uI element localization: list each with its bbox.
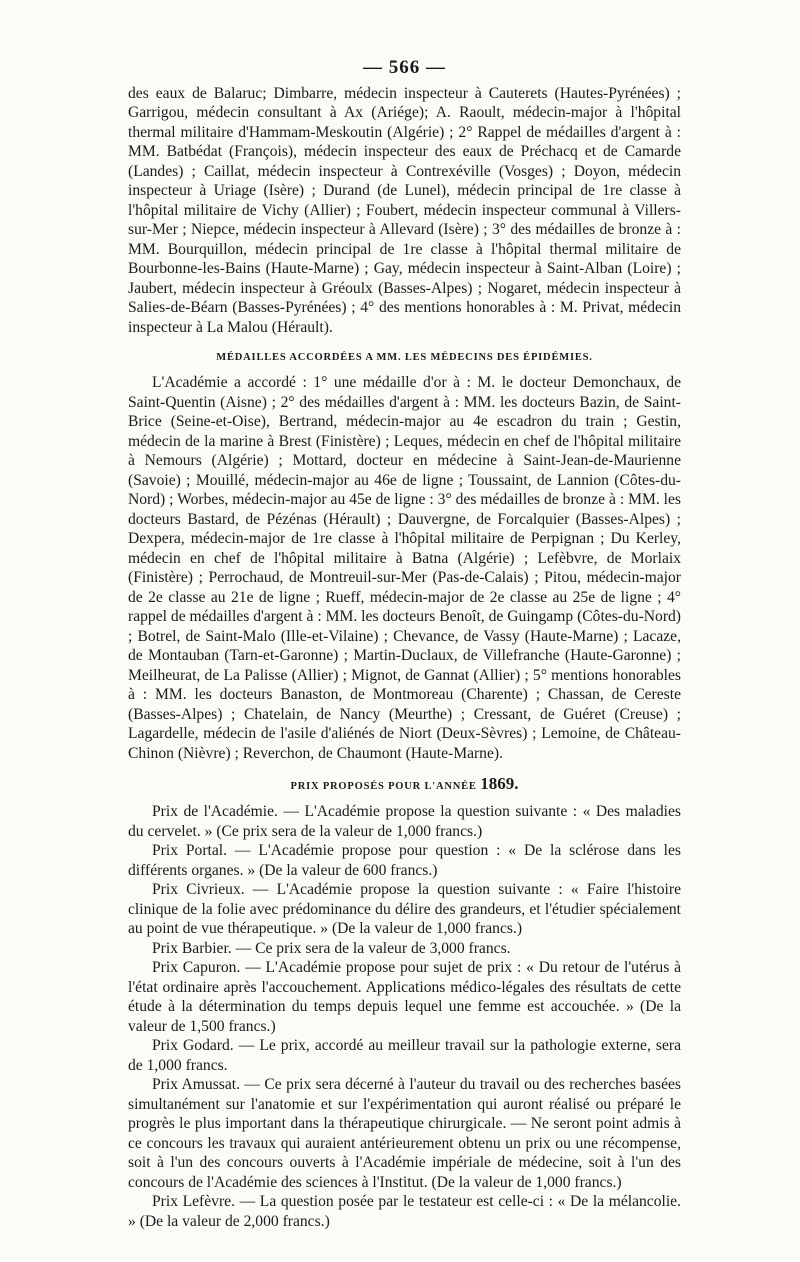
heading-prix-proposes — [128, 774, 681, 794]
prize-lefevre: Prix Lefèvre. — La question posée par le testateur est celle-ci : « De la mélancolie. » (De la valeur de 2,000 francs.) — [128, 1193, 681, 1230]
prize-godard: Prix Godard. — Le prix, accordé au meilleur travail sur la pathologie externe, sera de 1,000 francs. — [128, 1037, 681, 1074]
prize-portal: Prix Portal. — L'Académie propose pour question : « De la sclérose dans les différents organes. » (De la valeur de 600 francs.) — [128, 842, 681, 879]
heading-medailles-epidemies: MÉDAILLES ACCORDÉES A MM. LES MÉDECINS DES ÉPIDÉMIES. — [216, 352, 593, 363]
paragraph-epidemies: L'Académie a accordé : 1° une médaille d'or à : M. le docteur Demonchaux, de Saint-Quentin (Aisne) ; 2° des médailles d'argent à : MM. les docteurs Bazin, de Saint-Brice (Seine-et-Oise), Bertrand, médecin-major au 4e escadron du train ; Gestin, médecin de la marine à Brest (Finistère) ; Leques, médecin en chef de l'hôpital militaire à Nemours (Algérie) ; Mottard, docteur en médecine à Saint-Jean-de-Maurienne (Savoie) ; Mouillé, médecin-major au 46e de ligne ; Toussaint, de Lannion (Côtes-du-Nord) ; Worbes, médecin-major au 45e de ligne : 3° des médailles de bronze à : MM. les docteurs Bastard, de Pézénas (Hérault) ; Dauvergne, de Forcalquier (Basses-Alpes) ; Dexpera, médecin-major de 1re classe à l'hôpital militaire de Perpignan ; Du Kerley, médecin en chef de l'hôpital militaire à Batna (Algérie) ; Lefèbvre, de Morlaix (Finistère) ; Perrochaud, de Montreuil-sur-Mer (Pas-de-Calais) ; Pitou, médecin-major de 2e classe au 21e de ligne ; Rueff, médecin-major de 2e classe au 25e de ligne ; 4° rappel de médailles d'argent à : MM. les docteurs Benoît, de Guingamp (Côtes-du-Nord) ; Botrel, de Saint-Malo (Ille-et-Vilaine) ; Chevance, de Vassy (Haute-Marne) ; Lacaze, de Montauban (Tarn-et-Garonne) ; Martin-Duclaux, de Villefranche (Haute-Garonne) ; Meilheurat, de La Palisse (Allier) ; Mignot, de Gannat (Allier) ; 5° mentions honorables à : MM. les docteurs Banaston, de Montmoreau (Charente) ; Chassan, de Cereste (Basses-Alpes) ; Chatelain, de Nancy (Meurthe) ; Cressant, de Guéret (Creuse) ; Lagardelle, médecin de l'asile d'aliénés de Niort (Deux-Sèvres) ; Lemoine, de Château-Chinon (Nièvre) ; Reverchon, de Chaumont (Haute-Marne). — [128, 374, 681, 762]
page-number: — 566 — — [363, 57, 446, 78]
prize-amussat: Prix Amussat. — Ce prix sera décerné à l'auteur du travail ou des recherches basées simultanément sur l'anatomie et sur l'expérimentation qui auront réalisé ou préparé le progrès le plus important dans la thérapeutique chirurgicale. — Ne seront point admis à ce concours les travaux qui auraient antérieurement obtenu un prix ou une récompense, soit à l'un des concours ouverts à l'Académie impériale de médecine, soit à l'un des concours de l'Académie des sciences à l'Institut. (De la valeur de 1,000 francs.) — [128, 1076, 681, 1191]
prize-barbier: Prix Barbier. — Ce prix sera de la valeur de 3,000 francs. — [152, 939, 511, 957]
prize-capuron: Prix Capuron. — L'Académie propose pour sujet de prix : « Du retour de l'utérus à l'état ordinaire après l'accouchement. Applications médico-légales des résultats de cette étude à la détermination du temps depuis lequel une femme est accouchée. » (De la valeur de 1,500 francs.) — [128, 959, 681, 1035]
prize-civrieux: Prix Civrieux. — L'Académie propose la question suivante : « Faire l'histoire clinique de la folie avec prédominance du délire des grandeurs, et l'étudier spécialement au point de vue thérapeutique. » (De la valeur de 1,000 francs.) — [128, 881, 681, 937]
paragraph-eaux: des eaux de Balaruc; Dimbarre, médecin inspecteur à Cauterets (Hautes-Pyrénées) ; Garrigou, médecin consultant à Ax (Ariége); A. Raoult, médecin-major à l'hôpital thermal militaire d'Hammam-Meskoutin (Algérie) ; 2° Rappel de médailles d'argent à : MM. Batbédat (François), médecin inspecteur des eaux de Préchacq et de Camarde (Landes) ; Caillat, médecin inspecteur à Contrexéville (Vosges) ; Doyon, médecin inspecteur à Uriage (Isère) ; Durand (de Lunel), médecin principal de 1re classe à l'hôpital militaire de Vichy (Allier) ; Foubert, médecin inspecteur communal à Villers-sur-Mer ; Niepce, médecin inspecteur à Allevard (Isère) ; 3° des médailles de bronze à : MM. Bourquillon, médecin principal de 1re classe à l'hôpital thermal militaire de Bourbonne-les-Bains (Haute-Marne) ; Gay, médecin inspecteur à Saint-Alban (Loire) ; Jaubert, médecin inspecteur à Gréoulx (Basses-Alpes) ; Nogaret, médecin inspecteur à Salies-de-Béarn (Basses-Pyrénées) ; 4° des mentions honorables à : M. Privat, médecin inspecteur à La Malou (Hérault). — [128, 84, 681, 336]
text-column — [128, 58, 681, 1231]
prize-academie: Prix de l'Académie. — L'Académie propose la question suivante : « Des maladies du cervelet. » (Ce prix sera de la valeur de 1,000 francs.) — [128, 803, 681, 840]
heading-prix-label: PRIX PROPOSÉS POUR L'ANNÉE — [290, 781, 477, 792]
heading-prix-year: 1869. — [480, 774, 519, 793]
